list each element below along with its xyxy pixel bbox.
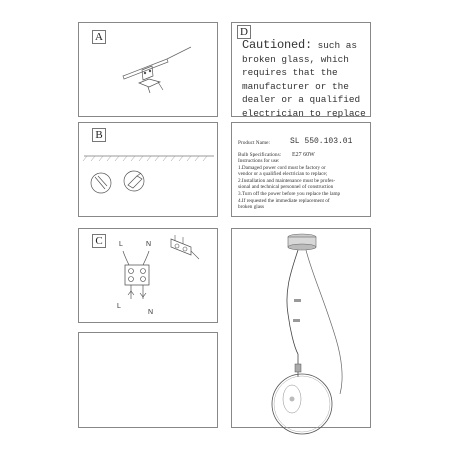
instruction-line-1: 1.Damaged power cord must be factory or — [238, 164, 326, 171]
product-name-value: SL 550.103.01 — [290, 137, 353, 146]
wire-label-l-top: L — [119, 241, 123, 248]
caution-line-6: electrician to replace — [242, 107, 366, 119]
pendant-lamp-drawing — [232, 229, 372, 429]
instruction-line-2: vendor or a qualified electrician to replace; — [238, 171, 328, 178]
panel-b — [78, 122, 218, 217]
wire-label-l-bottom: L — [117, 303, 121, 310]
panel-empty — [78, 332, 218, 428]
caution-line-5: dealer or a qualified — [242, 94, 361, 106]
caution-title: Cautioned: — [242, 38, 313, 52]
panel-a-tag: A — [92, 30, 106, 44]
wire-label-n-bottom: N — [148, 309, 154, 316]
caution-text — [242, 39, 377, 121]
drill-mounting-drawing — [79, 123, 219, 218]
wiring-terminal-drawing — [79, 229, 219, 324]
panel-lamp — [231, 228, 371, 428]
instruction-line-7: broken glass — [238, 204, 265, 211]
instructions-block — [238, 158, 373, 211]
caution-line-2: broken glass, which — [242, 53, 349, 65]
bulb-spec-label: Bulb Specifications: — [238, 152, 282, 158]
panel-d-tag: D — [237, 25, 251, 39]
caution-line-3: requires that the — [242, 67, 338, 79]
caution-line-1: such as — [317, 40, 358, 51]
instruction-line-4: sional and technical personnel of construction — [238, 184, 334, 191]
panel-b-tag: B — [92, 128, 106, 142]
ceiling-bracket-drawing — [79, 23, 219, 118]
product-name-label: Product Name: — [238, 140, 270, 146]
instruction-line-6: 4.If requested the immediate replacement of — [238, 197, 330, 204]
panel-specs — [231, 122, 371, 217]
instruction-line-5: 3.Turn off the power before you replace the lamp — [238, 190, 341, 197]
panel-a — [78, 22, 218, 117]
bulb-spec-value: E27 60W — [292, 152, 315, 158]
wire-label-n-top: N — [146, 241, 152, 248]
caution-line-4: manufacturer or the — [242, 80, 349, 92]
panel-d — [231, 22, 371, 117]
panel-c — [78, 228, 218, 323]
panel-c-tag: C — [92, 234, 106, 248]
instructions-title: Instructions for use: — [238, 158, 280, 164]
instruction-line-3: 2.Installation and maintenance must be profes- — [238, 177, 336, 184]
